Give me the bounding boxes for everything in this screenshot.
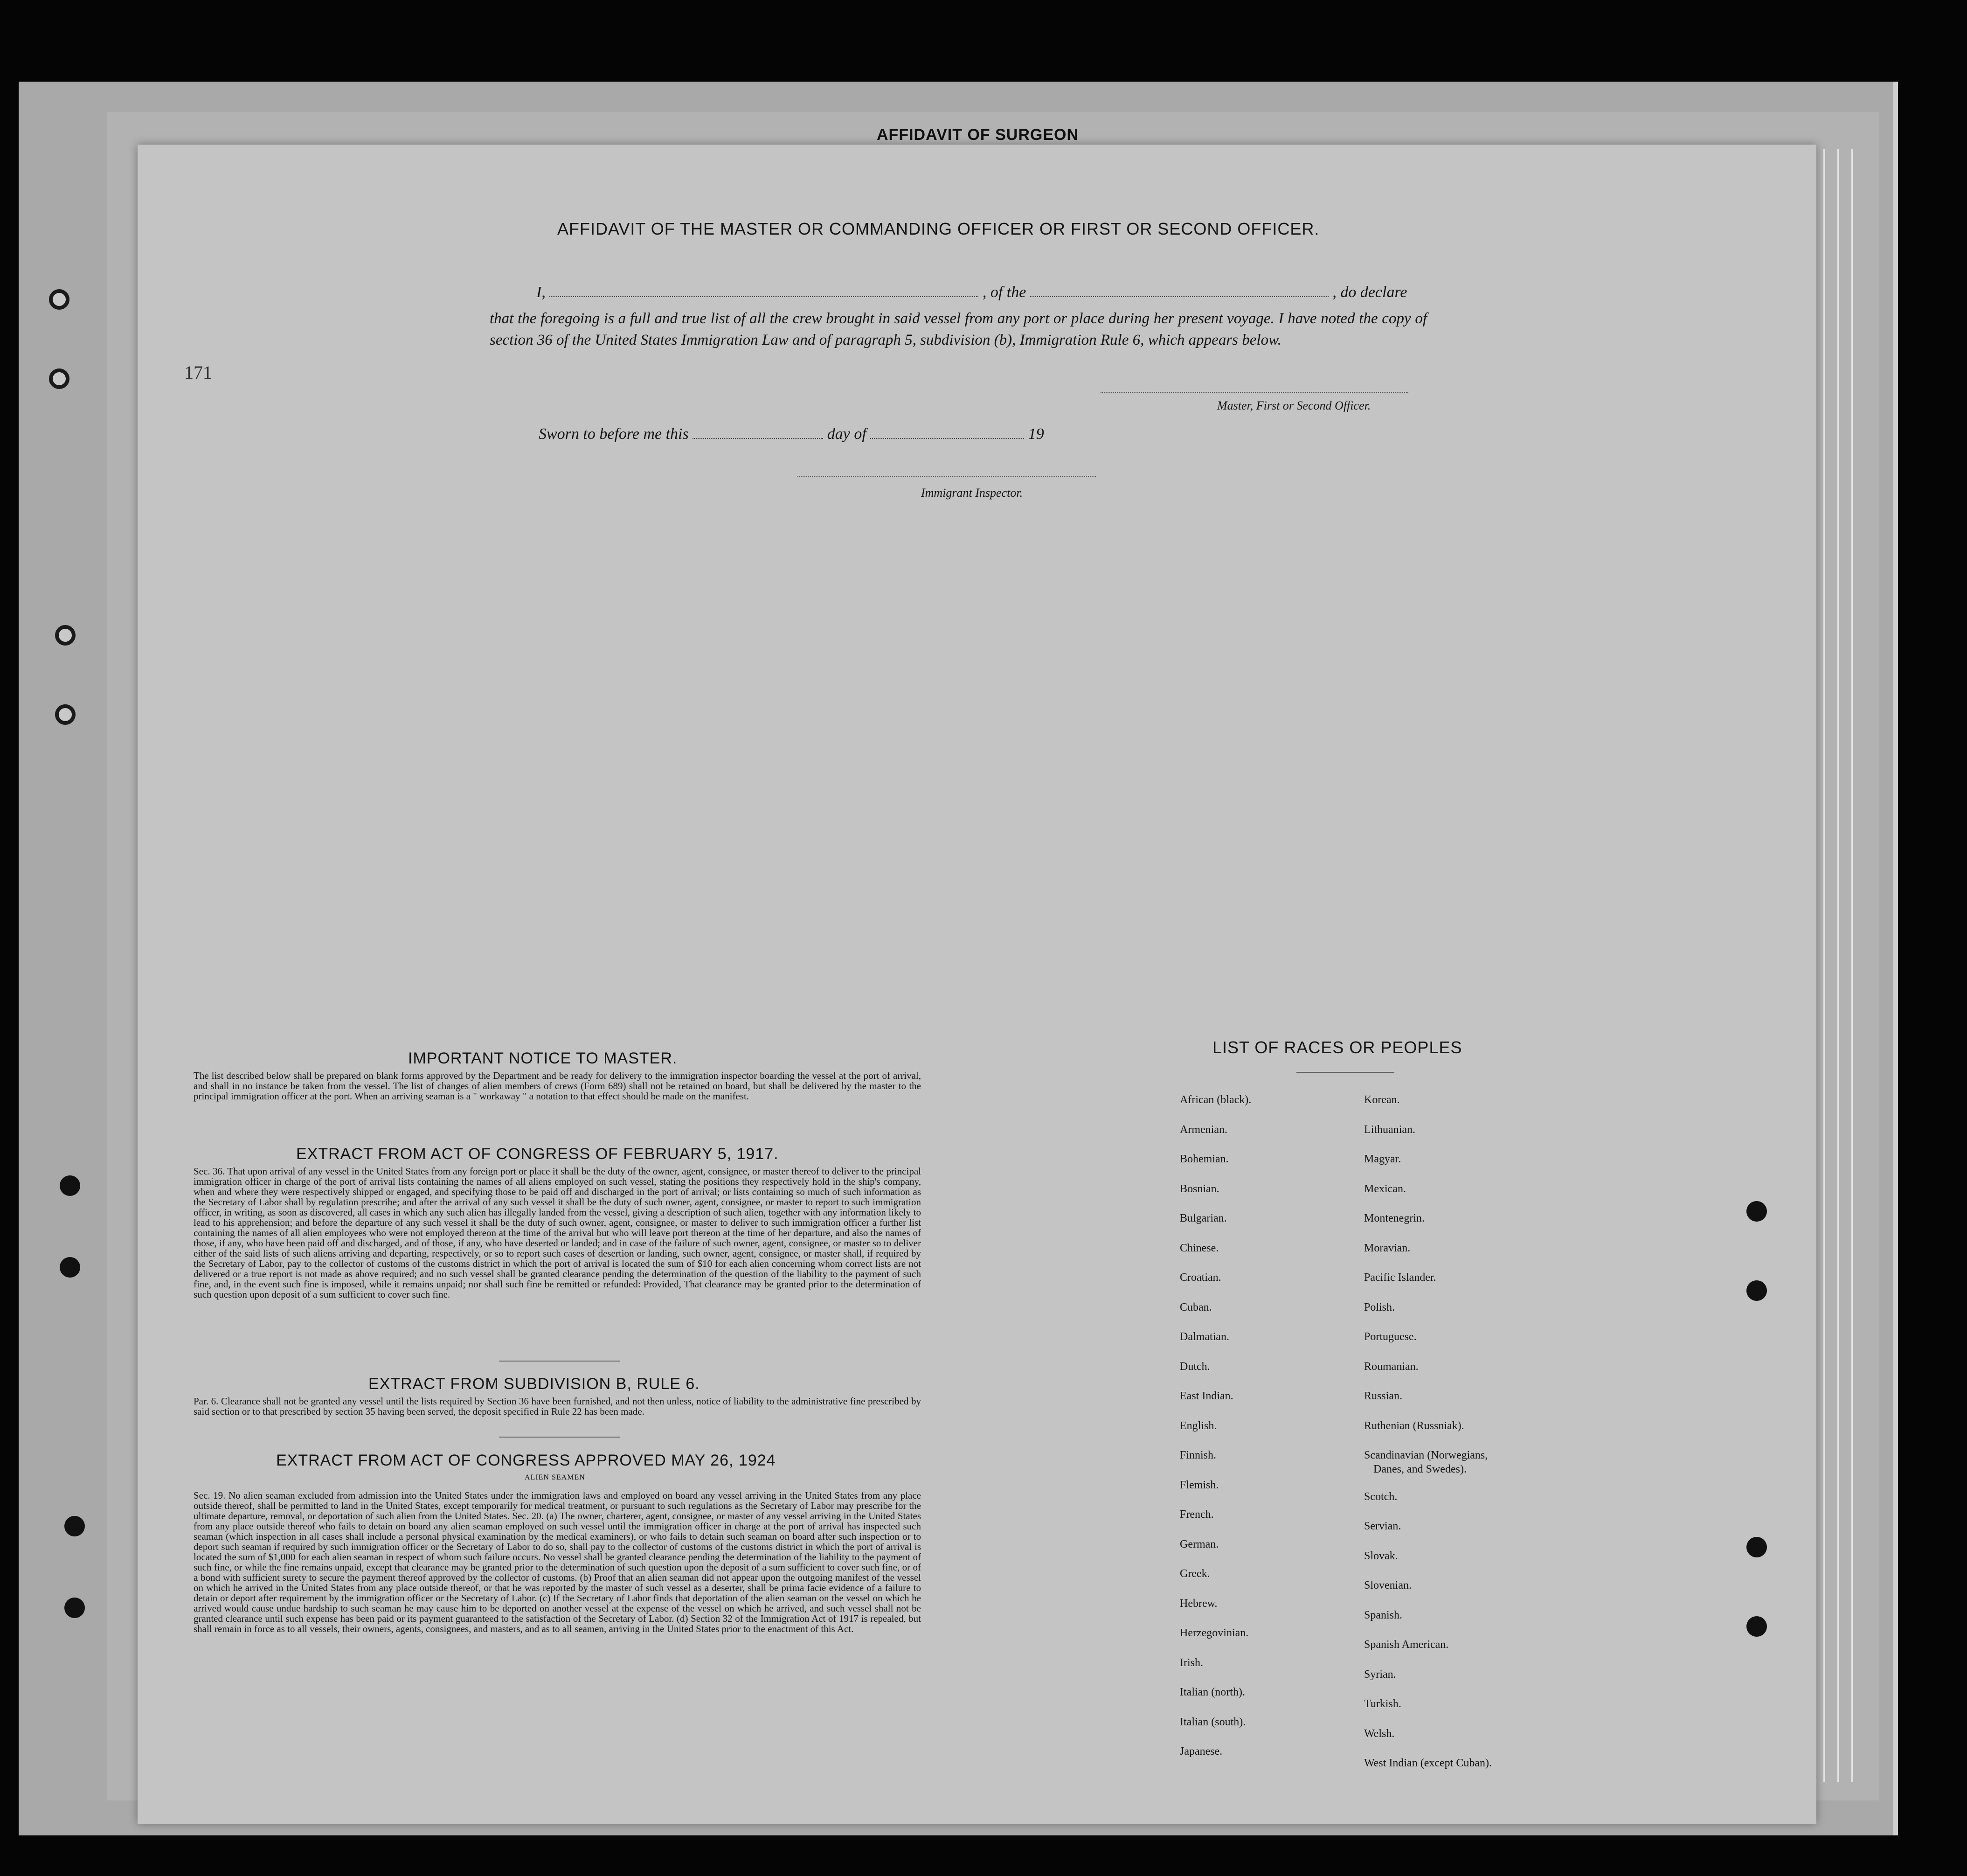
- race-item: Montenegrin.: [1364, 1212, 1425, 1224]
- notice-text: The list described below shall be prepared on blank forms approved by the Department and be ready for delivery to the immigration inspector boarding the vessel at the port of arrival, and shall in no instance be taken from the vessel. The list of changes of alien members of crews (Form 689) shall not be retained on board, but shall be delivered by the master to the principal immigration officer at the port. When an arriving seaman is a " workaway " a notation to that effect should be made on the manifest.: [194, 1070, 921, 1102]
- act-1924-text: Sec. 19. No alien seaman excluded from admission into the United States under the immigration laws and employed on board any vessel arriving in the United States from any place outside thereof, shall be permitted to land in the United States, except temporarily for medical treatment, or pursuant to such regulations as the Secretary of Labor may prescribe for the ultimate departure, removal, or deportation of such alien from the United States. Sec. 20. (a) The owner, charterer, agent, consignee, or master of any vessel arriving in the United States from any place outside thereof who fails to detain on board any alien seaman employed on such vessel until the immigration officer in charge at the port of arrival has inspected such seaman (which inspection in all cases shall include a personal physical examination by the medical examiners), or who fails to detain such seaman on board after such inspection or to deport such seaman if required by such immigration officer or the Secretary of Labor to do so, shall pay to the collector of customs of the customs district in which the port of arrival is located the sum of $1,000 for each alien seaman in respect of whom such failure occurs. No vessel shall be granted clearance pending the determination of the liability to the payment of such fine, or while the fine remains unpaid, except that clearance may be granted prior to the determination of such question upon the deposit of a sum sufficient to cover such fine, or of a bond with sufficient surety to secure the payment thereof approved by the collector of customs. (b) Proof that an alien seaman did not appear upon the outgoing manifest of the vessel on which he arrived in the United States from any place outside thereof, or that he was reported by the master of such vessel as a deserter, shall be prima facie evidence of a failure to detain or deport after requirement by the immigration officer or the Secretary of Labor. (c) If the Secretary of Labor finds that deportation of the alien seaman on the vessel on which he arrived would cause undue hardship to such seaman he may cause him to be deported on another vessel at the expense of the vessel on which he arrived, and such vessel shall not be granted clearance until such expense has been paid or its payment guaranteed to the satisfaction of the Secretary of Labor. (d) Section 32 of the Immigration Act of 1917 is repealed, but shall remain in force as to all vessels, their owners, agents, consignees, and masters, and as to all seamen, arriving in the United States prior to the enactment of this Act.: [194, 1490, 921, 1634]
- race-item: Portuguese.: [1364, 1331, 1417, 1343]
- race-item: African (black).: [1180, 1094, 1252, 1106]
- master-signature-label: Master, First or Second Officer.: [1217, 399, 1371, 412]
- race-item: Bulgarian.: [1180, 1212, 1227, 1224]
- race-item: Syrian.: [1364, 1668, 1396, 1681]
- race-item: Slovenian.: [1364, 1579, 1412, 1592]
- race-item: West Indian (except Cuban).: [1364, 1757, 1492, 1770]
- sworn-text: Sworn to before me this: [539, 425, 689, 443]
- stacked-page-edges: [1819, 149, 1875, 1782]
- master-signature-line: [1101, 392, 1408, 393]
- race-item: French.: [1180, 1508, 1214, 1521]
- section-divider: [499, 1361, 620, 1362]
- margin-number: 171: [184, 362, 212, 383]
- binder-hole-icon: [55, 625, 76, 646]
- races-list-title: LIST OF RACES OR PEOPLES: [1212, 1038, 1462, 1057]
- race-item: Welsh.: [1364, 1727, 1395, 1740]
- binder-hole-icon: [49, 289, 69, 310]
- vessel-blank: [1030, 293, 1329, 297]
- race-item: Armenian.: [1180, 1123, 1227, 1136]
- affidavit-i: I,: [536, 284, 546, 301]
- race-item: Finnish.: [1180, 1449, 1217, 1461]
- race-item: Spanish American.: [1364, 1639, 1449, 1651]
- race-item: Roumanian.: [1364, 1360, 1419, 1373]
- affidavit-do-declare: , do declare: [1332, 284, 1407, 301]
- day-blank: [693, 435, 823, 439]
- binder-hole-icon: [55, 704, 76, 725]
- section-divider: [499, 1437, 620, 1438]
- binder-hole-icon: [1746, 1616, 1767, 1637]
- race-item: Polish.: [1364, 1301, 1395, 1313]
- race-item: Dutch.: [1180, 1360, 1210, 1373]
- race-item: Scandinavian (Norwegians,: [1364, 1449, 1488, 1461]
- binder-hole-icon: [1746, 1201, 1767, 1222]
- race-item: Mexican.: [1364, 1182, 1406, 1195]
- race-item: Hebrew.: [1180, 1597, 1218, 1610]
- inspector-signature-line: [797, 476, 1096, 477]
- inspector-signature-label: Immigrant Inspector.: [921, 486, 1023, 500]
- act-1917-text: Sec. 36. That upon arrival of any vessel in the United States from any foreign port or place it shall be the duty of the owner, agent, consignee, or master thereof to deliver to the principal immigration officer in charge of the port of arrival lists containing the names of all aliens employed on such vessel, stating the positions they respectively hold in the ship's company, when and where they were respectively shipped or engaged, and specifying those to be paid off and discharged in the port of arrival; or lists containing so much of such information as the Secretary of Labor shall by regulation prescribe; and after the arrival of any such vessel it shall be the duty of such owner, agent, consignee, or master to report to such immigration officer, in writing, as soon as discovered, all cases in which any such alien has illegally landed from the vessel, giving a description of such alien, together with any information likely to lead to his apprehension; and before the departure of any such vessel it shall be the duty of such owner, agent, consignee, or master to deliver to such immigration officer a further list containing the names of all alien employees who were not employed thereon at the time of the arrival but who will leave port thereon at the time of her departure, and also the names of those, if any, who have been paid off and discharged, and of those, if any, who have deserted or landed; and in case of the failure of such owner, agent, consignee, or master so to deliver either of the said lists of such aliens arriving and departing, respectively, or so to report such cases of desertion or landing, such owner, agent, consignee, or master shall, if required by the Secretary of Labor, pay to the collector of customs of the customs district in which the port of arrival is located the sum of $10 for each alien concerning whom correct lists are not delivered or a true report is not made as above required; and no such vessel shall be granted clearance pending the determination of the question of the liability to the payment of such fine, and, in the event such fine is imposed, while it remains unpaid; nor shall such fine be remitted or refunded: Provided, That clearance may be granted prior to the determination of such question upon deposit of a sum sufficient to cover such fine.: [194, 1166, 921, 1300]
- race-item: German.: [1180, 1538, 1219, 1550]
- sworn-line: [539, 425, 1044, 443]
- race-item: Chinese.: [1180, 1242, 1219, 1254]
- day-of-text: day of: [827, 425, 866, 443]
- binder-hole-icon: [64, 1598, 85, 1618]
- rule6-title: EXTRACT FROM SUBDIVISION B, RULE 6.: [368, 1375, 700, 1393]
- race-item: Moravian.: [1364, 1242, 1411, 1254]
- binder-hole-icon: [64, 1516, 85, 1536]
- race-item: Russian.: [1364, 1390, 1403, 1402]
- race-item: Lithuanian.: [1364, 1123, 1415, 1136]
- affidavit-title: AFFIDAVIT OF THE MASTER OR COMMANDING OFFICER OR FIRST OR SECOND OFFICER.: [557, 219, 1320, 238]
- surgeon-affidavit-heading: AFFIDAVIT OF SURGEON: [877, 126, 1079, 144]
- binder-hole-icon: [1746, 1537, 1767, 1557]
- notice-title: IMPORTANT NOTICE TO MASTER.: [408, 1049, 678, 1067]
- race-item: Turkish.: [1364, 1698, 1401, 1710]
- binder-hole-icon: [1746, 1280, 1767, 1301]
- race-item: Irish.: [1180, 1656, 1203, 1669]
- race-item: Spanish.: [1364, 1609, 1403, 1621]
- race-item: Japanese.: [1180, 1745, 1223, 1758]
- race-item: Korean.: [1364, 1094, 1400, 1106]
- affidavit-body: that the foregoing is a full and true list of all the crew brought in said vessel from any port or place during her present voyage. I have noted the copy of section 36 of the United States Immigration Law and of paragraph 5, subdivision (b), Immigration Rule 6, which appears below.: [490, 310, 1427, 348]
- race-item: Bosnian.: [1180, 1182, 1219, 1195]
- month-blank: [870, 435, 1024, 439]
- binder-hole-icon: [60, 1175, 80, 1196]
- race-item: Flemish.: [1180, 1479, 1219, 1491]
- race-item: Italian (north).: [1180, 1686, 1245, 1698]
- race-item: Greek.: [1180, 1568, 1210, 1580]
- year-prefix: 19: [1028, 425, 1044, 443]
- races-title-rule: [1296, 1072, 1394, 1073]
- rule6-text: Par. 6. Clearance shall not be granted any vessel until the lists required by Section 36 have been furnished, and not then unless, notice of liability to the administrative fine prescribed by said section or to that prescribed by section 35 having been served, the deposit specified in Rule 22 has been made.: [194, 1396, 921, 1417]
- race-item: Cuban.: [1180, 1301, 1212, 1313]
- act-1924-subtitle: ALIEN SEAMEN: [525, 1473, 585, 1481]
- race-item: Magyar.: [1364, 1153, 1401, 1165]
- race-item: Bohemian.: [1180, 1153, 1229, 1165]
- race-item: Slovak.: [1364, 1549, 1398, 1562]
- race-item: Dalmatian.: [1180, 1331, 1229, 1343]
- race-item: Pacific Islander.: [1364, 1272, 1436, 1284]
- race-item: Croatian.: [1180, 1272, 1221, 1284]
- race-item: Herzegovinian.: [1180, 1627, 1249, 1639]
- binder-hole-icon: [60, 1257, 80, 1278]
- binder-hole-icon: [49, 368, 69, 389]
- act-1924-title: EXTRACT FROM ACT OF CONGRESS APPROVED MAY 26, 1924: [276, 1452, 776, 1469]
- race-item: Italian (south).: [1180, 1716, 1246, 1728]
- race-item: Scotch.: [1364, 1490, 1398, 1503]
- affidavit-of-the: , of the: [982, 284, 1026, 301]
- race-item: English.: [1180, 1419, 1217, 1432]
- race-item: Servian.: [1364, 1520, 1401, 1533]
- race-item: Danes, and Swedes).: [1373, 1463, 1467, 1475]
- race-item: East Indian.: [1180, 1390, 1233, 1402]
- act-1917-title: EXTRACT FROM ACT OF CONGRESS OF FEBRUARY 5, 1917.: [296, 1145, 779, 1163]
- affidavit-declaration-line: [536, 284, 1407, 301]
- name-blank: [549, 293, 978, 297]
- race-item: Ruthenian (Russniak).: [1364, 1419, 1464, 1432]
